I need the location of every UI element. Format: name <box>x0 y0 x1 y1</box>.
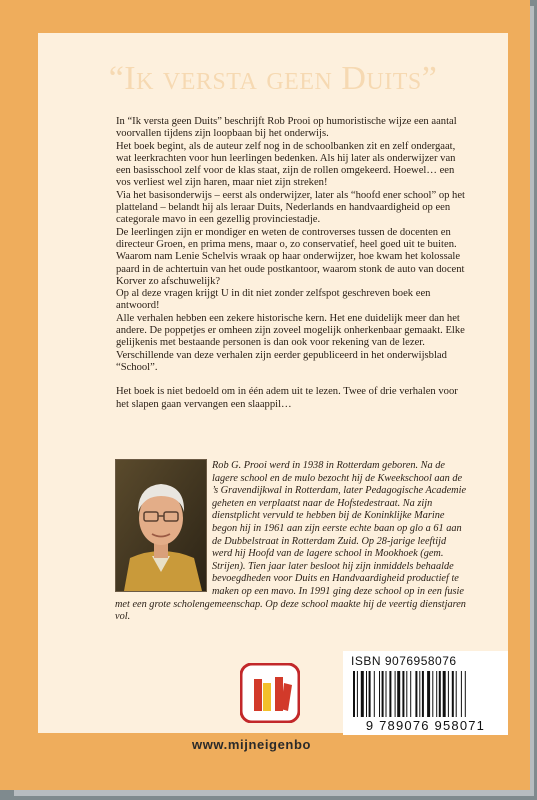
barcode-bar <box>353 671 355 717</box>
barcode-bar <box>422 671 424 717</box>
barcode-bar <box>461 671 462 717</box>
barcode-bar <box>432 671 433 717</box>
blurb-paragraph: Via het basisonderwijs – eerst als onderwijzer, later als “hoofd ener school” op het platteland – belandt hij als leraar Duits, Nederlands en handvaardigheid op een categorale mavo in een gezellig provinciestadje. <box>116 189 466 226</box>
barcode-bar <box>452 671 454 717</box>
author-bio <box>115 460 467 624</box>
barcode-bar <box>410 671 411 717</box>
barcode-bar <box>402 671 404 717</box>
barcode-bar <box>357 671 358 717</box>
barcode-bar <box>448 671 449 717</box>
barcode-bar <box>465 671 466 717</box>
barcode-bar <box>415 671 417 717</box>
isbn-label: ISBN 9076958076 <box>351 654 457 668</box>
barcode-bar <box>456 671 457 717</box>
barcode-bar <box>389 671 391 717</box>
blurb-paragraph: De leerlingen zijn er mondiger en weten de controverses tussen de docenten en directeur Groen, en prima mens, maar o, zo conservatief, heel goed uit te buiten. <box>116 226 457 250</box>
blurb-paragraph: Alle verhalen hebben een zekere historische kern. Het ene duidelijk meer dan het andere. De poppetjes er omheen zijn zoveel mogelijk onherkenbaar gemaakt. Elke gelijkenis met bestaande personen is dan ook voor rekening van de lezer. <box>116 312 465 349</box>
barcode <box>351 671 501 717</box>
barcode-bar <box>361 671 364 717</box>
blurb-paragraph: Op al deze vragen krijgt U in dit niet zonder zelfspot geschreven boek een antwoord! <box>116 288 431 312</box>
blurb-paragraph: In “Ik versta geen Duits” beschrijft Rob Prooi op humoristische wijze een aantal voorvallen tijdens zijn loopbaan bij het onderwijs. <box>116 116 457 140</box>
barcode-bar <box>382 671 384 717</box>
blurb-paragraph: Het boek begint, als de auteur zelf nog in de schoolbanken zit en zelf ondergaat, wat leerkrachten voor hun leerlingen bedenken. Als hij later als onderwijzer van een basisschool zelf voor de klas staat, zijn de rollen omgekeerd. Hoewel… een vos verliest wel zijn haren, maar niet zijn streken! <box>116 140 456 189</box>
blurb-paragraph: Waarom nam Lenie Schelvis wraak op haar onderwijzer, hoe kwam het kolossale paard in de achtertuin van het oude postkantoor, waarom stonk de auto van docent Korver zo afschuwelijk? <box>116 251 465 287</box>
barcode-bar <box>406 671 407 717</box>
book-title: “Ik versta geen Duits” <box>108 60 438 97</box>
barcode-bar <box>436 671 437 717</box>
publisher-url[interactable]: www.mijneigenbo <box>192 737 312 752</box>
barcode-number: 9 789076 958071 <box>365 718 486 733</box>
barcode-bar <box>395 671 396 717</box>
barcode-bar <box>419 671 420 717</box>
publisher-logo <box>240 663 300 723</box>
bio-text: Rob G. Prooi werd in 1938 in Rotterdam geboren. Na de lagere school en de mulo bezocht hij de Kweekschool aan de ’s Gravendijkwal in Rotterdam, later Pedagogische Academie geheten en verplaatst naar de Hofstedestraat. Na zijn dienstplicht vervuld te hebben bij de Koninklijke Marine begon hij in 1961 aan zijn eerste echte baan op glo a 61 aan de Dubbelstraat in Rotterdam Zuid. Op 28-jarige leeftijd werd hij Hoofd van de lagere school in Mookhoek (gem. Strijen). Tien jaar later besloot hij zijn inmiddels behaalde bevoegdheden voor Duits en Handvaardigheid productief te maken op een mavo. In 1991 ging deze school op in een fusie met een grote scholengemeenschap. Op deze school maakte hij de veertig dienstjaren vol. <box>115 460 467 623</box>
barcode-bar <box>386 671 387 717</box>
blurb <box>116 116 468 411</box>
barcode-bar <box>366 671 367 717</box>
barcode-bar <box>374 671 375 717</box>
bio-photo-space <box>115 460 212 591</box>
barcode-bar <box>427 671 430 717</box>
blurb-paragraph: Het boek is niet bedoeld om in één adem uit te lezen. Twee of drie verhalen voor het slapen gaan vervangen een slaappil… <box>116 386 458 410</box>
barcode-bar <box>397 671 400 717</box>
barcode-bar <box>439 671 441 717</box>
blurb-paragraph: Verschillende van deze verhalen zijn eerder gepubliceerd in het onderwijsblad “School”. <box>116 349 447 373</box>
barcode-bar <box>369 671 371 717</box>
barcode-bar <box>379 671 380 717</box>
barcode-bar <box>443 671 446 717</box>
